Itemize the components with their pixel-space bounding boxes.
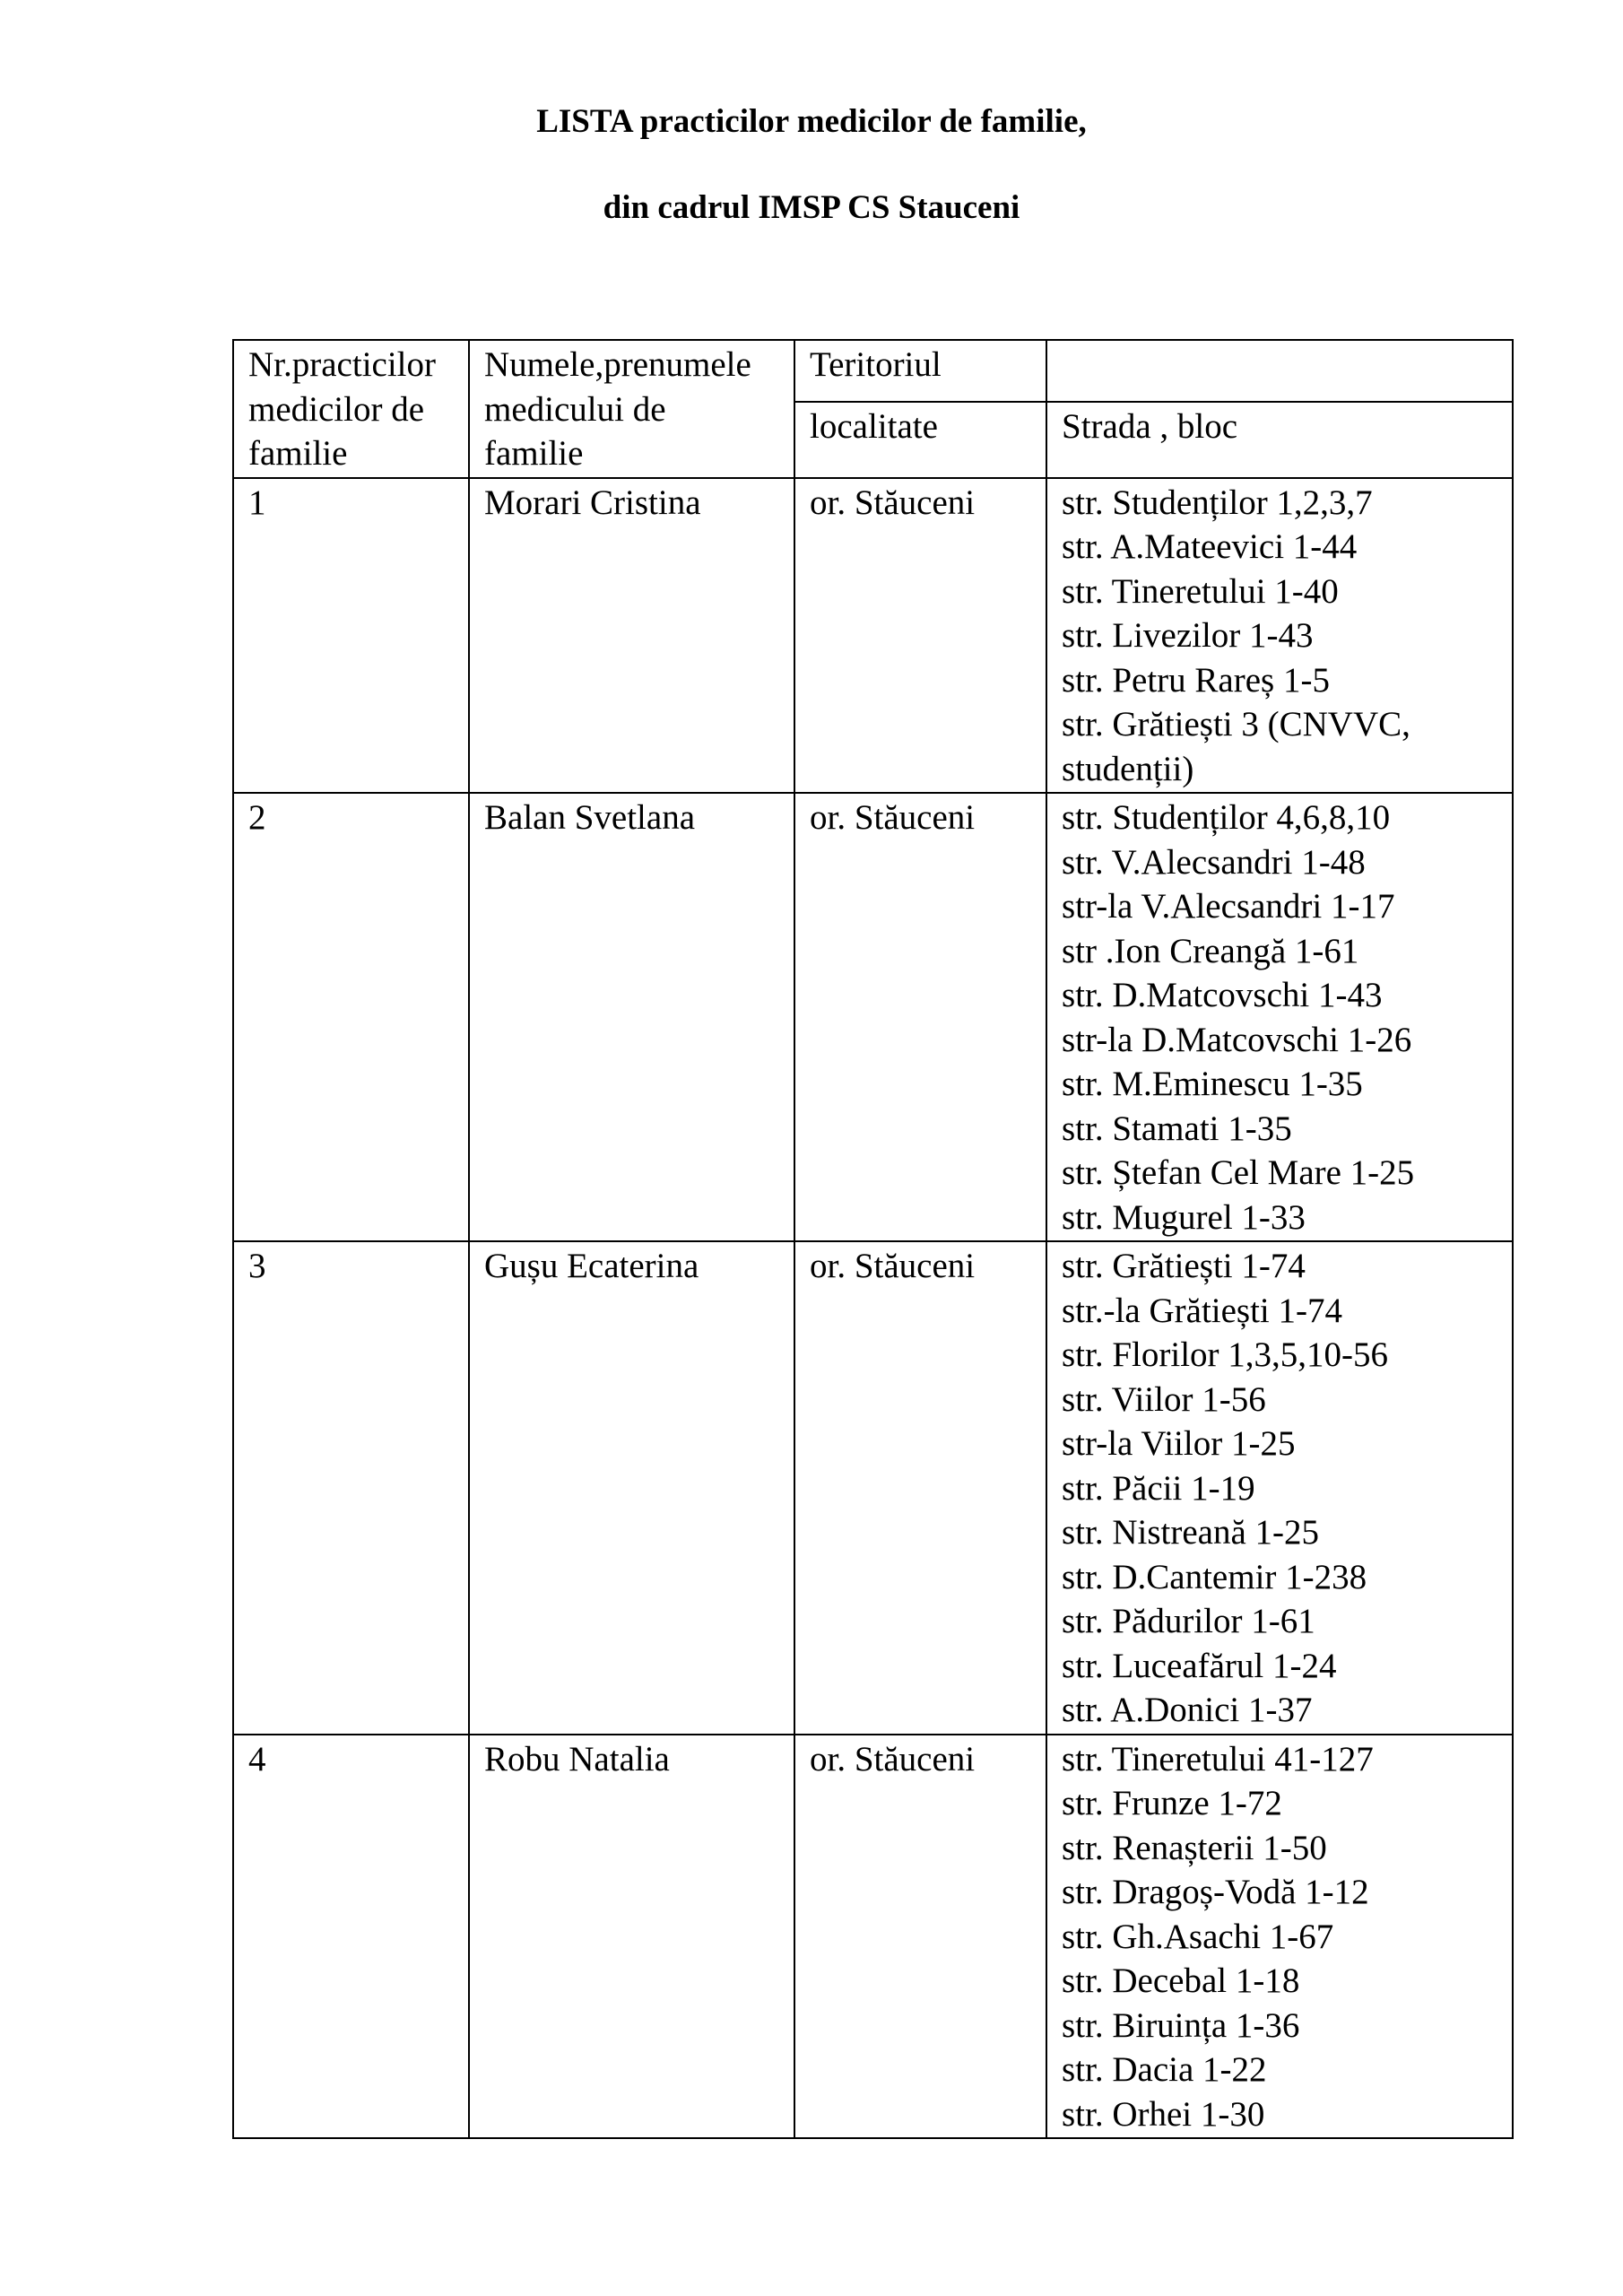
street-line: str. Orhei 1-30 [1062, 2094, 1265, 2134]
street-line: str. Renașterii 1-50 [1062, 1828, 1327, 1867]
street-line: str. Dacia 1-22 [1062, 2050, 1267, 2089]
street-line: str. A.Mateevici 1-44 [1062, 527, 1358, 566]
street-line: str. Luceafărul 1-24 [1062, 1646, 1337, 1685]
header-doctor-name-line: medicului de [484, 389, 666, 429]
street-line: str. Biruința 1-36 [1062, 2005, 1300, 2045]
doctor-name-cell: Balan Svetlana [469, 793, 794, 1241]
street-line: str. Tineretului 41-127 [1062, 1739, 1374, 1779]
header-practice-number-line: Nr.practicilor [248, 345, 436, 384]
practice-number-cell: 1 [233, 478, 469, 794]
street-line: str. Păcii 1-19 [1062, 1468, 1255, 1508]
street-line: str. Pădurilor 1-61 [1062, 1602, 1315, 1640]
street-line: str. Studenților 1,2,3,7 [1062, 483, 1373, 522]
doctor-name-cell: Morari Cristina [469, 478, 794, 794]
header-practice-number-line: familie [248, 434, 348, 473]
header-doctor-name [469, 340, 794, 478]
street-line: str. Studenților 4,6,8,10 [1062, 798, 1391, 837]
street-line: str.-la Grătiești 1-74 [1062, 1291, 1343, 1330]
street-line: str. A.Donici 1-37 [1062, 1691, 1313, 1729]
locality-cell: or. Stăuceni [794, 1735, 1046, 2139]
header-empty-cell [1046, 340, 1513, 402]
practice-number-cell: 2 [233, 793, 469, 1241]
table-row [233, 1735, 1513, 2139]
family-doctors-table [232, 339, 1514, 2139]
street-line: str. Tineretului 1-40 [1062, 571, 1339, 611]
document-title: LISTA practicilor medicilor de familie, [536, 103, 1087, 140]
street-line: str. Stamati 1-35 [1062, 1109, 1292, 1148]
street-line: str. Grătiești 1-74 [1062, 1247, 1306, 1285]
street-line: str. V.Alecsandri 1-48 [1062, 842, 1366, 882]
doctor-name-cell: Robu Natalia [469, 1735, 794, 2139]
table-row [233, 793, 1513, 1241]
header-doctor-name-line: Numele,prenumele [484, 345, 751, 384]
header-practice-number [233, 340, 469, 478]
street-line: str. Mugurel 1-33 [1062, 1197, 1306, 1237]
header-street: Strada , bloc [1046, 402, 1513, 478]
street-line: str. Nistreană 1-25 [1062, 1513, 1320, 1552]
streets-cell [1046, 1241, 1513, 1735]
table-body [233, 340, 1513, 2138]
streets-cell [1046, 1735, 1513, 2139]
locality-cell: or. Stăuceni [794, 1241, 1046, 1735]
locality-cell: or. Stăuceni [794, 793, 1046, 1241]
street-line: str. Decebal 1-18 [1062, 1961, 1300, 2000]
streets-cell [1046, 478, 1513, 794]
table-row [233, 1241, 1513, 1735]
header-territory: Teritoriul [794, 340, 1046, 402]
street-line: str. M.Eminescu 1-35 [1062, 1065, 1363, 1103]
header-doctor-name-line: familie [484, 434, 584, 473]
street-line: str-la V.Alecsandri 1-17 [1062, 887, 1395, 926]
street-line: str-la Viilor 1-25 [1062, 1424, 1296, 1463]
street-line: str. Viilor 1-56 [1062, 1379, 1266, 1419]
doctor-name-cell: Gușu Ecaterina [469, 1241, 794, 1735]
street-line: str. Grătiești 3 (CNVVC, [1062, 705, 1410, 744]
street-line: str. D.Cantemir 1-238 [1062, 1557, 1367, 1596]
street-line: str. Florilor 1,3,5,10-56 [1062, 1335, 1389, 1374]
street-line: str. Dragoș-Vodă 1-12 [1062, 1873, 1369, 1911]
street-line: studenții) [1062, 749, 1194, 788]
document-subtitle: din cadrul IMSP CS Stauceni [603, 189, 1020, 226]
header-locality: localitate [794, 402, 1046, 478]
practice-number-cell: 4 [233, 1735, 469, 2139]
header-row-top [233, 340, 1513, 402]
street-line: str. Ștefan Cel Mare 1-25 [1062, 1153, 1415, 1192]
street-line: str-la D.Matcovschi 1-26 [1062, 1020, 1412, 1059]
header-practice-number-line: medicilor de [248, 389, 425, 429]
streets-cell [1046, 793, 1513, 1241]
street-line: str. Frunze 1-72 [1062, 1784, 1282, 1822]
practice-number-cell: 3 [233, 1241, 469, 1735]
street-line: str. Livezilor 1-43 [1062, 616, 1314, 655]
street-line: str. D.Matcovschi 1-43 [1062, 976, 1383, 1014]
table-row [233, 478, 1513, 794]
street-line: str .Ion Creangă 1-61 [1062, 931, 1359, 970]
locality-cell: or. Stăuceni [794, 478, 1046, 794]
street-line: str. Petru Rareș 1-5 [1062, 660, 1330, 700]
street-line: str. Gh.Asachi 1-67 [1062, 1917, 1334, 1956]
